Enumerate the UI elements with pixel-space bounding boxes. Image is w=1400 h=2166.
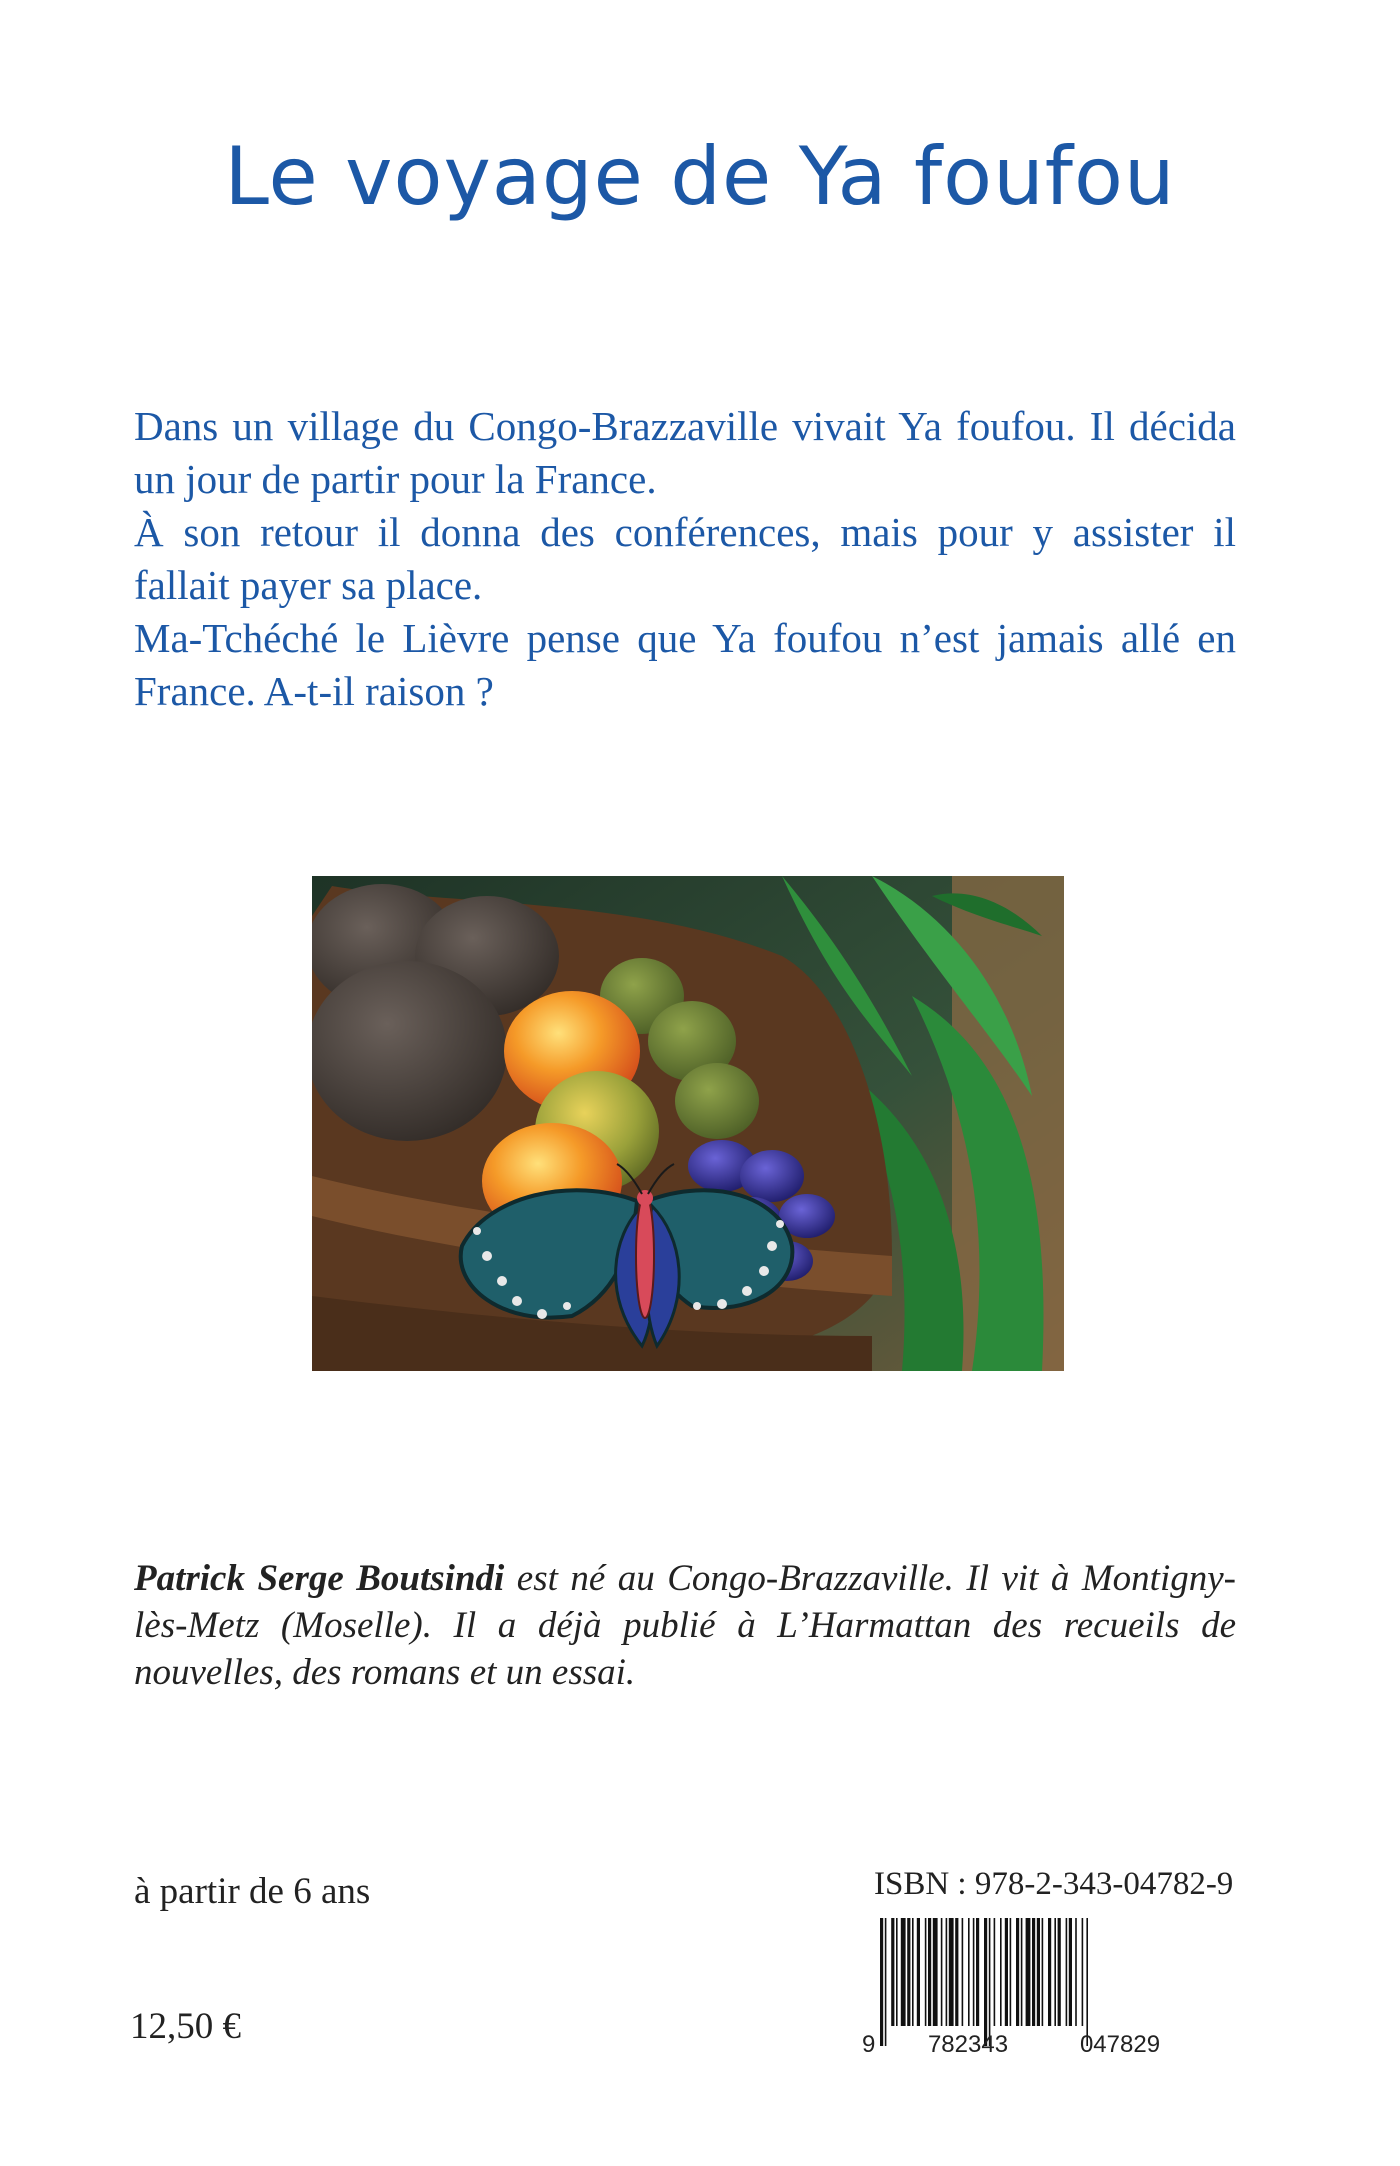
barcode-bar — [880, 1918, 883, 2046]
barcode — [858, 1918, 1230, 2058]
book-title: Le voyage de Ya foufou — [224, 130, 1176, 223]
barcode-bar — [896, 1918, 898, 2026]
barcode-bar — [1016, 1918, 1019, 2026]
barcode-bar — [1086, 1918, 1088, 2046]
barcode-left-digits: 782343 — [927, 2031, 1009, 2058]
author-bio-text: est né au Congo-Brazzaville. Il vit à Montigny-lès-Metz (Moselle). Il a déjà publié à L’Harmattan des recueils de nouvelles, des romans et un essai. — [134, 1558, 1236, 1693]
barcode-bar — [968, 1918, 970, 2026]
barcode-bar — [928, 1918, 931, 2026]
barcode-bar — [1042, 1918, 1044, 2026]
summary-paragraph: À son retour il donna des conférences, mais pour y assister il fallait payer sa place. — [134, 509, 1236, 608]
barcode-bar — [1000, 1918, 1002, 2026]
barcode-bar — [1048, 1918, 1051, 2026]
barcode-bar — [994, 1918, 996, 2026]
barcode-bar — [885, 1918, 887, 2046]
isbn: ISBN : 978-2-343-04782-9 — [874, 1866, 1234, 1902]
barcode-bar — [933, 1918, 938, 2026]
barcode-bar — [1010, 1918, 1012, 2026]
barcode-bar — [1026, 1918, 1031, 2026]
summary-paragraph: Dans un village du Congo-Brazzaville vivait Ya foufou. Il décida un jour de partir pour la France. — [134, 403, 1236, 502]
barcode-bar — [973, 1918, 975, 2026]
barcode-right-digits: 047829 — [1079, 2031, 1161, 2058]
barcode-bars — [880, 1918, 1088, 2046]
barcode-bar — [989, 1918, 991, 2046]
barcode-bar — [962, 1918, 964, 2026]
barcode-bar — [984, 1918, 987, 2046]
summary-paragraph: Ma-Tchéché le Lièvre pense que Ya foufou n’est jamais allé en France. A-t-il raison ? — [134, 615, 1236, 714]
cover-illustration — [312, 876, 1064, 1371]
author-name: Patrick Serge Boutsindi — [134, 1558, 505, 1599]
barcode-bar — [1054, 1918, 1056, 2026]
barcode-bar — [1066, 1918, 1068, 2026]
barcode-bar — [907, 1918, 910, 2026]
barcode-bar — [1021, 1918, 1023, 2026]
back-cover-summary — [134, 400, 1236, 718]
barcode-bar — [941, 1918, 943, 2026]
barcode-bar — [1032, 1918, 1035, 2026]
barcode-bar — [912, 1918, 914, 2026]
barcode-bar — [949, 1918, 954, 2026]
age-range: à partir de 6 ans — [134, 1871, 371, 1912]
barcode-bar — [946, 1918, 948, 2026]
barcode-lead-digit: 9 — [862, 2031, 876, 2058]
barcode-bar — [955, 1918, 958, 2026]
barcode-bar — [901, 1918, 906, 2026]
barcode-bar — [891, 1918, 894, 2026]
barcode-bar — [976, 1918, 979, 2026]
barcode-bar — [917, 1918, 920, 2026]
author-bio — [134, 1555, 1236, 1696]
barcode-bar — [925, 1918, 927, 2026]
barcode-bar — [1075, 1918, 1077, 2026]
barcode-bar — [1005, 1918, 1008, 2026]
barcode-bar — [1058, 1918, 1061, 2026]
barcode-bar — [1082, 1918, 1084, 2026]
price: 12,50 € — [130, 2006, 241, 2047]
barcode-bar — [1069, 1918, 1072, 2026]
barcode-bar — [1037, 1918, 1040, 2026]
